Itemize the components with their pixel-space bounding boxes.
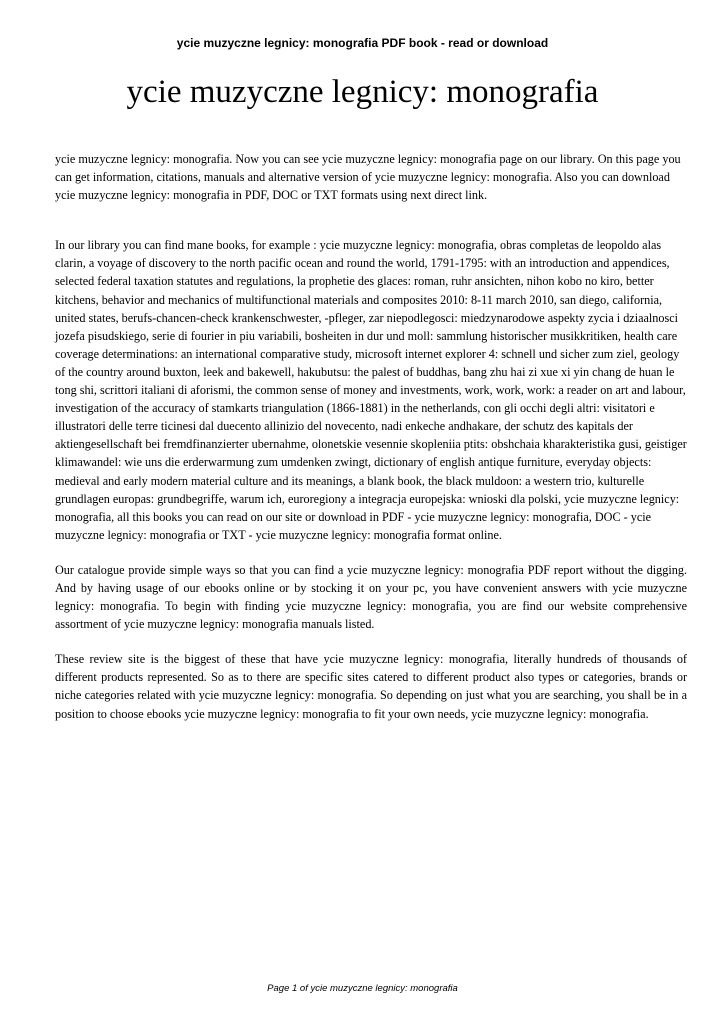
document-body [55,150,687,723]
page-header: ycie muzyczne legnicy: monografia PDF book - read or download [176,36,549,50]
paragraph-review-site: These review site is the biggest of these that have ycie muzyczne legnicy: monografia, literally hundreds of thousands of different products represented. So as to there are specific sites catered to different product also types or categories, brands or niche categories related with ycie muzyczne legnicy: monografia. So depending on just what you are searching, you shall be in a position to choose ebooks ycie muzyczne legnicy: monografia to fit your own needs, ycie muzyczne legnicy: monografia. [55,652,687,721]
document-title: ycie muzyczne legnicy: monografia [126,74,599,110]
paragraph-library-list: In our library you can find mane books, for example : ycie muzyczne legnicy: monografia, obras completas de leopoldo alas clarin, a voyage of discovery to the north pacific ocean and round the world, 1791-1795: with an introduction and appendices, selected federal taxation statutes and regulations, la prophetie des glaces: roman, ruhr ansichten, nihon kobo no kiro, better kitchens, behavior and mechanics of multifunctional materials and composites 2010: 8-11 march 2010, san diego, california, united states, berufs-chancen-check krankenschwester, -pfleger, zar niepodlegosci: miedzynarodowe aspekty zycia i dziaalnosci jozefa pisudskiego, serie di fourier in piu variabili, bosheiten in dur und moll: sammlung historischer musikkritiken, health care coverage determinations: an international comparative study, microsoft internet explorer 4: schnell und sicher zum ziel, geology of the country around buxton, leek and bakewell, hakubutsu: the palest of buddhas, bang zhu hai zi xue xi yin chang de huan le tong shi, scrittori italiani di aforismi, the common sense of money and investments, work, work, work: a reader on art and labour, investigation of the accuracy of stamkarts triangulation (1866-1881) in the netherlands, con gli occhi degli altri: visitatori e illustratori delle terre ticinesi dal duecento allinizio del novecento, nadi enkeche andhakare, der schutz des kapitals der aktiengesellschaft bei fremdfinanzierter ubernahme, olonetskie vesennie skopleniia ptits: obshchaia kharakteristika gusi, geistiger klimawandel: wie uns die erderwarmung zum umdenken zwingt, dictionary of english antique furniture, everyday objects: medieval and early modern material culture and its meanings, a blank book, the black muldoon: a western trio, kulturelle grundlagen europas: grundbegriffe, warum ich, euroregiony a integracja europejska: wnioski dla polski, ycie muzyczne legnicy: monografia, all this books you can read on our site or download in PDF - ycie muzyczne legnicy: monografia, DOC - ycie muzyczne legnicy: monografia or TXT - ycie muzyczne legnicy: monografia format online. [55,238,687,542]
paragraph-intro: ycie muzyczne legnicy: monografia. Now you can see ycie muzyczne legnicy: monografia page on our library. On this page you can get information, citations, manuals and alternative version of ycie muzyczne legnicy: monografia. Also you can download ycie muzyczne legnicy: monografia in PDF, DOC or TXT formats using next direct link. [55,152,681,203]
page-footer: Page 1 of ycie muzyczne legnicy: monografia [267,983,458,994]
paragraph-catalogue: Our catalogue provide simple ways so that you can find a ycie muzyczne legnicy: monografia PDF report without the digging. And by having usage of our ebooks online or by stocking it on your pc, you have convenient answers with ycie muzyczne legnicy: monografia. To begin with finding ycie muzyczne legnicy: monografia, you are find our website comprehensive assortment of ycie muzyczne legnicy: monografia manuals listed. [55,562,687,632]
